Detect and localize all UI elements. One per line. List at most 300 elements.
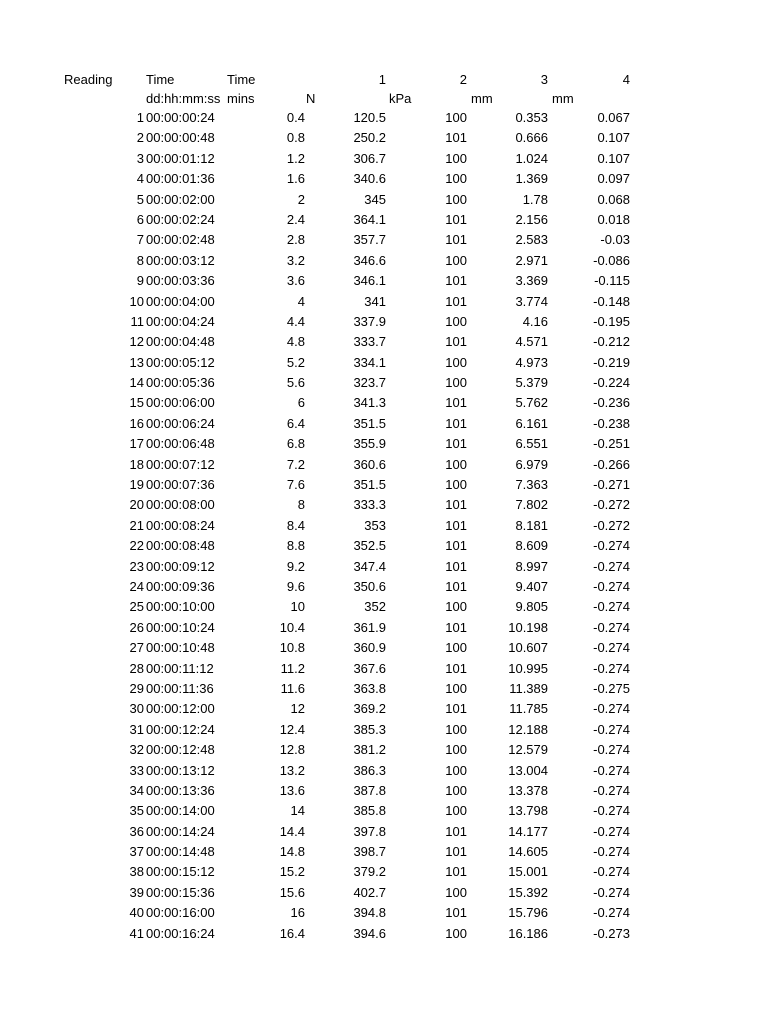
col-3-cell: 6.979	[515, 456, 548, 472]
reading-number: 4	[136, 171, 144, 187]
col-1-cell: 337.9	[353, 313, 386, 329]
reading-number: 33	[129, 762, 144, 778]
col-2-cell: 101	[445, 436, 467, 452]
time-dhms-cell: 00:00:09:12	[146, 558, 215, 574]
col-3-cell: 8.609	[515, 538, 548, 554]
time-mins-cell: 15.2	[279, 864, 305, 880]
col-1-cell: 341.3	[353, 395, 386, 411]
col-4-cell: -0.274	[593, 782, 630, 798]
col-2-cell: 101	[445, 232, 467, 248]
col-1-cell: 345	[364, 191, 386, 207]
col-1-cell: 334.1	[353, 354, 386, 370]
time-mins-cell: 4.4	[286, 313, 305, 329]
time-dhms-cell: 00:00:16:24	[146, 925, 215, 941]
time-mins-cell: 10	[290, 599, 305, 615]
reading-number: 5	[136, 191, 144, 207]
time-mins-cell: 4	[297, 293, 305, 309]
col-1-cell: 250.2	[353, 130, 386, 146]
time-mins-cell: 6.8	[286, 436, 305, 452]
time-mins-cell: 8	[297, 497, 305, 513]
col-1-cell: 351.5	[353, 415, 386, 431]
col-2-cell: 101	[445, 864, 467, 880]
col-1-cell: 364.1	[353, 211, 386, 227]
col-4-cell: -0.274	[593, 660, 630, 676]
col-1-cell: 346.1	[353, 273, 386, 289]
col-2-cell: 100	[445, 313, 467, 329]
unit-time-mins: mins	[227, 91, 255, 106]
col-3-cell: 0.353	[515, 110, 548, 125]
col-4-cell: -0.272	[593, 497, 630, 513]
time-dhms-cell: 00:00:04:48	[146, 334, 215, 350]
col-3-cell: 7.802	[515, 497, 548, 513]
time-mins-cell: 14	[290, 803, 305, 819]
time-mins-cell: 15.6	[279, 884, 305, 900]
table-row	[0, 271, 768, 291]
col-4-cell: -0.148	[593, 293, 630, 309]
table-row	[0, 434, 768, 454]
time-dhms-cell: 00:00:01:36	[146, 171, 215, 187]
col-2-cell: 100	[445, 640, 467, 656]
table-row	[0, 761, 768, 781]
table-row	[0, 312, 768, 332]
time-mins-cell: 4.8	[286, 334, 305, 350]
col-2-cell: 100	[445, 742, 467, 758]
col-1-cell: 369.2	[353, 701, 386, 717]
col-3-cell: 1.369	[515, 171, 548, 187]
col-3-cell: 0.666	[515, 130, 548, 146]
col-2-cell: 101	[445, 273, 467, 289]
col-2-cell: 100	[445, 477, 467, 493]
table-row	[0, 862, 768, 882]
time-dhms-cell: 00:00:12:24	[146, 721, 215, 737]
time-mins-cell: 0.8	[286, 130, 305, 146]
time-dhms-cell: 00:00:00:48	[146, 130, 215, 146]
reading-number: 23	[129, 558, 144, 574]
time-dhms-cell: 00:00:14:24	[146, 823, 215, 839]
table-row	[0, 373, 768, 393]
col-1-cell: 379.2	[353, 864, 386, 880]
table-row	[0, 210, 768, 230]
table-row	[0, 842, 768, 862]
table-row	[0, 720, 768, 740]
col-2-cell: 100	[445, 803, 467, 819]
table-row	[0, 251, 768, 271]
col-3-cell: 13.004	[508, 762, 548, 778]
table-row	[0, 128, 768, 148]
time-mins-cell: 2	[297, 191, 305, 207]
table-row	[0, 475, 768, 495]
col-4-cell: 0.018	[597, 211, 630, 227]
time-mins-cell: 1.2	[286, 150, 305, 166]
col-1-cell: 353	[364, 517, 386, 533]
col-4-cell: -0.272	[593, 517, 630, 533]
time-mins-cell: 10.8	[279, 640, 305, 656]
col-1-cell: 323.7	[353, 375, 386, 391]
time-dhms-cell: 00:00:03:12	[146, 252, 215, 268]
col-2-cell: 101	[445, 395, 467, 411]
table-row	[0, 332, 768, 352]
col-2-cell: 100	[445, 191, 467, 207]
time-dhms-cell: 00:00:10:48	[146, 640, 215, 656]
table-row	[0, 190, 768, 210]
table-row	[0, 699, 768, 719]
col-4-cell: -0.251	[593, 436, 630, 452]
table-row	[0, 822, 768, 842]
col-4-cell: -0.274	[593, 762, 630, 778]
col-2-cell: 101	[445, 538, 467, 554]
time-dhms-cell: 00:00:07:36	[146, 477, 215, 493]
col-4-cell: -0.274	[593, 803, 630, 819]
col-1-cell: 352.5	[353, 538, 386, 554]
col-1-cell: 385.8	[353, 803, 386, 819]
reading-number: 15	[129, 395, 144, 411]
time-mins-cell: 11.2	[280, 660, 305, 676]
reading-number: 35	[129, 803, 144, 819]
col-2-cell: 101	[445, 823, 467, 839]
col-3-cell: 14.177	[508, 823, 548, 839]
time-mins-cell: 3.2	[286, 252, 305, 268]
time-dhms-cell: 00:00:06:00	[146, 395, 215, 411]
time-mins-cell: 5.2	[286, 354, 305, 370]
time-dhms-cell: 00:00:01:12	[146, 150, 215, 166]
col-2-cell: 101	[445, 619, 467, 635]
reading-number: 22	[129, 538, 144, 554]
time-dhms-cell: 00:00:12:48	[146, 742, 215, 758]
col-4-cell: 0.097	[597, 171, 630, 187]
reading-number: 32	[129, 742, 144, 758]
col-1-cell: 346.6	[353, 252, 386, 268]
header-time-mins: Time	[227, 72, 256, 87]
col-3-cell: 8.997	[515, 558, 548, 574]
table-row	[0, 353, 768, 373]
col-3-cell: 4.973	[515, 354, 548, 370]
time-dhms-cell: 00:00:14:00	[146, 803, 215, 819]
time-dhms-cell: 00:00:11:12	[146, 660, 214, 676]
reading-number: 2	[136, 130, 144, 146]
data-sheet	[0, 70, 768, 944]
col-4-cell: 0.068	[597, 191, 630, 207]
time-dhms-cell: 00:00:03:36	[146, 273, 215, 289]
reading-number: 1	[136, 110, 144, 125]
time-mins-cell: 14.8	[279, 844, 305, 860]
data-rows	[0, 108, 768, 944]
table-row	[0, 149, 768, 169]
time-dhms-cell: 00:00:14:48	[146, 844, 215, 860]
col-4-cell: -0.274	[593, 701, 630, 717]
header-col-1: 1	[378, 72, 386, 87]
table-row	[0, 638, 768, 658]
table-row	[0, 924, 768, 944]
col-1-cell: 351.5	[353, 477, 386, 493]
reading-number: 12	[129, 334, 144, 350]
table-row	[0, 536, 768, 556]
time-dhms-cell: 00:00:05:36	[146, 375, 215, 391]
time-mins-cell: 12	[290, 701, 305, 717]
col-1-cell: 386.3	[353, 762, 386, 778]
table-row	[0, 495, 768, 515]
time-mins-cell: 0.4	[286, 110, 305, 125]
time-mins-cell: 7.2	[286, 456, 305, 472]
reading-number: 26	[129, 619, 144, 635]
col-4-cell: 0.107	[597, 150, 630, 166]
time-dhms-cell: 00:00:06:24	[146, 415, 215, 431]
col-1-cell: 341	[364, 293, 386, 309]
col-3-cell: 7.363	[515, 477, 548, 493]
time-mins-cell: 8.4	[286, 517, 305, 533]
col-3-cell: 13.798	[508, 803, 548, 819]
col-2-cell: 100	[445, 599, 467, 615]
time-mins-cell: 16.4	[279, 925, 305, 941]
time-mins-cell: 11.6	[280, 680, 305, 696]
col-1-cell: 363.8	[353, 680, 386, 696]
reading-number: 29	[129, 680, 144, 696]
col-3-cell: 3.369	[515, 273, 548, 289]
col-4-cell: -0.274	[593, 599, 630, 615]
col-2-cell: 100	[445, 762, 467, 778]
col-2-cell: 101	[445, 517, 467, 533]
reading-number: 8	[136, 252, 144, 268]
col-1-cell: 398.7	[353, 844, 386, 860]
unit-time-dhms: dd:hh:mm:ss	[146, 91, 221, 106]
col-4-cell: -0.219	[593, 354, 630, 370]
reading-number: 24	[129, 578, 144, 594]
reading-number: 25	[129, 599, 144, 615]
time-mins-cell: 2.4	[286, 211, 305, 227]
col-1-cell: 306.7	[353, 150, 386, 166]
time-mins-cell: 3.6	[286, 273, 305, 289]
col-4-cell: -0.274	[593, 864, 630, 880]
table-row	[0, 292, 768, 312]
time-dhms-cell: 00:00:04:24	[146, 313, 215, 329]
col-2-cell: 101	[445, 497, 467, 513]
col-4-cell: -0.274	[593, 823, 630, 839]
col-1-cell: 394.6	[353, 925, 386, 941]
time-mins-cell: 9.2	[286, 558, 305, 574]
reading-number: 11	[130, 313, 144, 329]
reading-number: 18	[129, 456, 144, 472]
col-4-cell: -0.236	[593, 395, 630, 411]
col-1-cell: 385.3	[353, 721, 386, 737]
time-dhms-cell: 00:00:13:36	[146, 782, 215, 798]
time-dhms-cell: 00:00:04:00	[146, 293, 215, 309]
col-2-cell: 101	[445, 130, 467, 146]
col-1-cell: 120.5	[353, 110, 386, 125]
col-1-cell: 357.7	[353, 232, 386, 248]
time-dhms-cell: 00:00:05:12	[146, 354, 215, 370]
time-mins-cell: 5.6	[286, 375, 305, 391]
time-dhms-cell: 00:00:02:48	[146, 232, 215, 248]
units-row	[0, 89, 768, 108]
col-4-cell: -0.238	[593, 415, 630, 431]
table-row	[0, 781, 768, 801]
col-1-cell: 333.7	[353, 334, 386, 350]
col-3-cell: 10.198	[508, 619, 548, 635]
col-1-cell: 387.8	[353, 782, 386, 798]
col-1-cell: 361.9	[353, 619, 386, 635]
col-2-cell: 100	[445, 680, 467, 696]
col-4-cell: -0.274	[593, 640, 630, 656]
col-4-cell: -0.274	[593, 538, 630, 554]
reading-number: 17	[129, 436, 144, 452]
col-4-cell: 0.107	[597, 130, 630, 146]
col-4-cell: -0.273	[593, 925, 630, 941]
time-dhms-cell: 00:00:07:12	[146, 456, 215, 472]
col-1-cell: 350.6	[353, 578, 386, 594]
col-4-cell: -0.195	[593, 313, 630, 329]
table-row	[0, 393, 768, 413]
col-2-cell: 100	[445, 354, 467, 370]
table-row	[0, 659, 768, 679]
col-4-cell: -0.266	[593, 456, 630, 472]
col-2-cell: 100	[445, 150, 467, 166]
col-3-cell: 5.379	[515, 375, 548, 391]
time-dhms-cell: 00:00:16:00	[146, 905, 215, 921]
col-3-cell: 6.551	[515, 436, 548, 452]
time-mins-cell: 13.2	[279, 762, 305, 778]
col-1-cell: 355.9	[353, 436, 386, 452]
col-3-cell: 6.161	[515, 415, 548, 431]
col-3-cell: 2.156	[515, 211, 548, 227]
col-4-cell: -0.274	[593, 742, 630, 758]
reading-number: 39	[129, 884, 144, 900]
col-3-cell: 14.605	[508, 844, 548, 860]
time-dhms-cell: 00:00:06:48	[146, 436, 215, 452]
col-4-cell: -0.274	[593, 558, 630, 574]
col-3-cell: 5.762	[515, 395, 548, 411]
col-1-cell: 340.6	[353, 171, 386, 187]
reading-number: 7	[136, 232, 144, 248]
col-3-cell: 12.188	[508, 721, 548, 737]
time-dhms-cell: 00:00:02:00	[146, 191, 215, 207]
col-1-cell: 397.8	[353, 823, 386, 839]
col-3-cell: 3.774	[515, 293, 548, 309]
header-col-4: 4	[622, 72, 630, 87]
col-3-cell: 15.796	[508, 905, 548, 921]
unit-mm-1: mm	[471, 91, 493, 106]
col-4-cell: -0.271	[593, 477, 630, 493]
time-dhms-cell: 00:00:15:36	[146, 884, 215, 900]
time-mins-cell: 9.6	[286, 578, 305, 594]
reading-number: 6	[136, 211, 144, 227]
time-mins-cell: 7.6	[286, 477, 305, 493]
time-mins-cell: 6.4	[286, 415, 305, 431]
table-row	[0, 230, 768, 250]
col-2-cell: 100	[445, 456, 467, 472]
reading-number: 37	[129, 844, 144, 860]
time-dhms-cell: 00:00:08:24	[146, 517, 215, 533]
reading-number: 21	[129, 517, 144, 533]
col-3-cell: 9.407	[515, 578, 548, 594]
table-row	[0, 597, 768, 617]
col-3-cell: 11.785	[509, 701, 548, 717]
time-dhms-cell: 00:00:11:36	[146, 680, 214, 696]
col-3-cell: 8.181	[515, 517, 548, 533]
reading-number: 28	[129, 660, 144, 676]
reading-number: 34	[129, 782, 144, 798]
col-3-cell: 16.186	[508, 925, 548, 941]
time-dhms-cell: 00:00:13:12	[146, 762, 215, 778]
col-2-cell: 101	[445, 415, 467, 431]
col-1-cell: 360.9	[353, 640, 386, 656]
col-2-cell: 101	[445, 334, 467, 350]
table-row	[0, 577, 768, 597]
table-row	[0, 679, 768, 699]
col-2-cell: 101	[445, 211, 467, 227]
table-row	[0, 516, 768, 536]
time-mins-cell: 2.8	[286, 232, 305, 248]
col-3-cell: 10.607	[508, 640, 548, 656]
col-3-cell: 1.024	[515, 150, 548, 166]
reading-number: 3	[136, 150, 144, 166]
col-3-cell: 11.389	[509, 680, 548, 696]
col-3-cell: 1.78	[522, 191, 548, 207]
col-2-cell: 101	[445, 905, 467, 921]
reading-number: 36	[129, 823, 144, 839]
col-3-cell: 12.579	[508, 742, 548, 758]
col-4-cell: -0.115	[594, 273, 630, 289]
col-2-cell: 101	[445, 660, 467, 676]
col-2-cell: 101	[445, 578, 467, 594]
col-4-cell: -0.274	[593, 721, 630, 737]
reading-number: 14	[129, 375, 144, 391]
unit-newton: N	[306, 91, 316, 106]
time-dhms-cell: 00:00:10:24	[146, 619, 215, 635]
reading-number: 31	[129, 721, 144, 737]
unit-kpa: kPa	[389, 91, 412, 106]
col-3-cell: 15.392	[508, 884, 548, 900]
col-1-cell: 367.6	[353, 660, 386, 676]
table-row	[0, 883, 768, 903]
time-mins-cell: 14.4	[279, 823, 305, 839]
time-mins-cell: 6	[297, 395, 305, 411]
time-mins-cell: 12.4	[279, 721, 305, 737]
col-2-cell: 101	[445, 701, 467, 717]
col-3-cell: 10.995	[508, 660, 548, 676]
table-row	[0, 557, 768, 577]
reading-number: 27	[129, 640, 144, 656]
unit-mm-2: mm	[552, 91, 574, 106]
reading-number: 41	[129, 925, 144, 941]
col-2-cell: 100	[445, 884, 467, 900]
col-3-cell: 9.805	[515, 599, 548, 615]
time-dhms-cell: 00:00:00:24	[146, 110, 215, 125]
table-row	[0, 108, 768, 128]
col-2-cell: 100	[445, 252, 467, 268]
col-1-cell: 360.6	[353, 456, 386, 472]
col-4-cell: -0.274	[593, 905, 630, 921]
reading-number: 16	[129, 415, 144, 431]
col-4-cell: -0.224	[593, 375, 630, 391]
header-time-dhms: Time	[146, 72, 175, 87]
time-mins-cell: 1.6	[286, 171, 305, 187]
time-dhms-cell: 00:00:02:24	[146, 211, 215, 227]
col-3-cell: 4.16	[522, 313, 548, 329]
col-4-cell: -0.086	[593, 252, 630, 268]
time-mins-cell: 16	[290, 905, 305, 921]
table-row	[0, 801, 768, 821]
col-4-cell: -0.274	[593, 844, 630, 860]
time-mins-cell: 13.6	[279, 782, 305, 798]
reading-number: 10	[129, 293, 144, 309]
col-4-cell: 0.067	[597, 110, 630, 125]
col-1-cell: 352	[364, 599, 386, 615]
col-1-cell: 394.8	[353, 905, 386, 921]
table-row	[0, 618, 768, 638]
col-1-cell: 333.3	[353, 497, 386, 513]
table-row	[0, 414, 768, 434]
col-1-cell: 347.4	[353, 558, 386, 574]
col-2-cell: 100	[445, 171, 467, 187]
